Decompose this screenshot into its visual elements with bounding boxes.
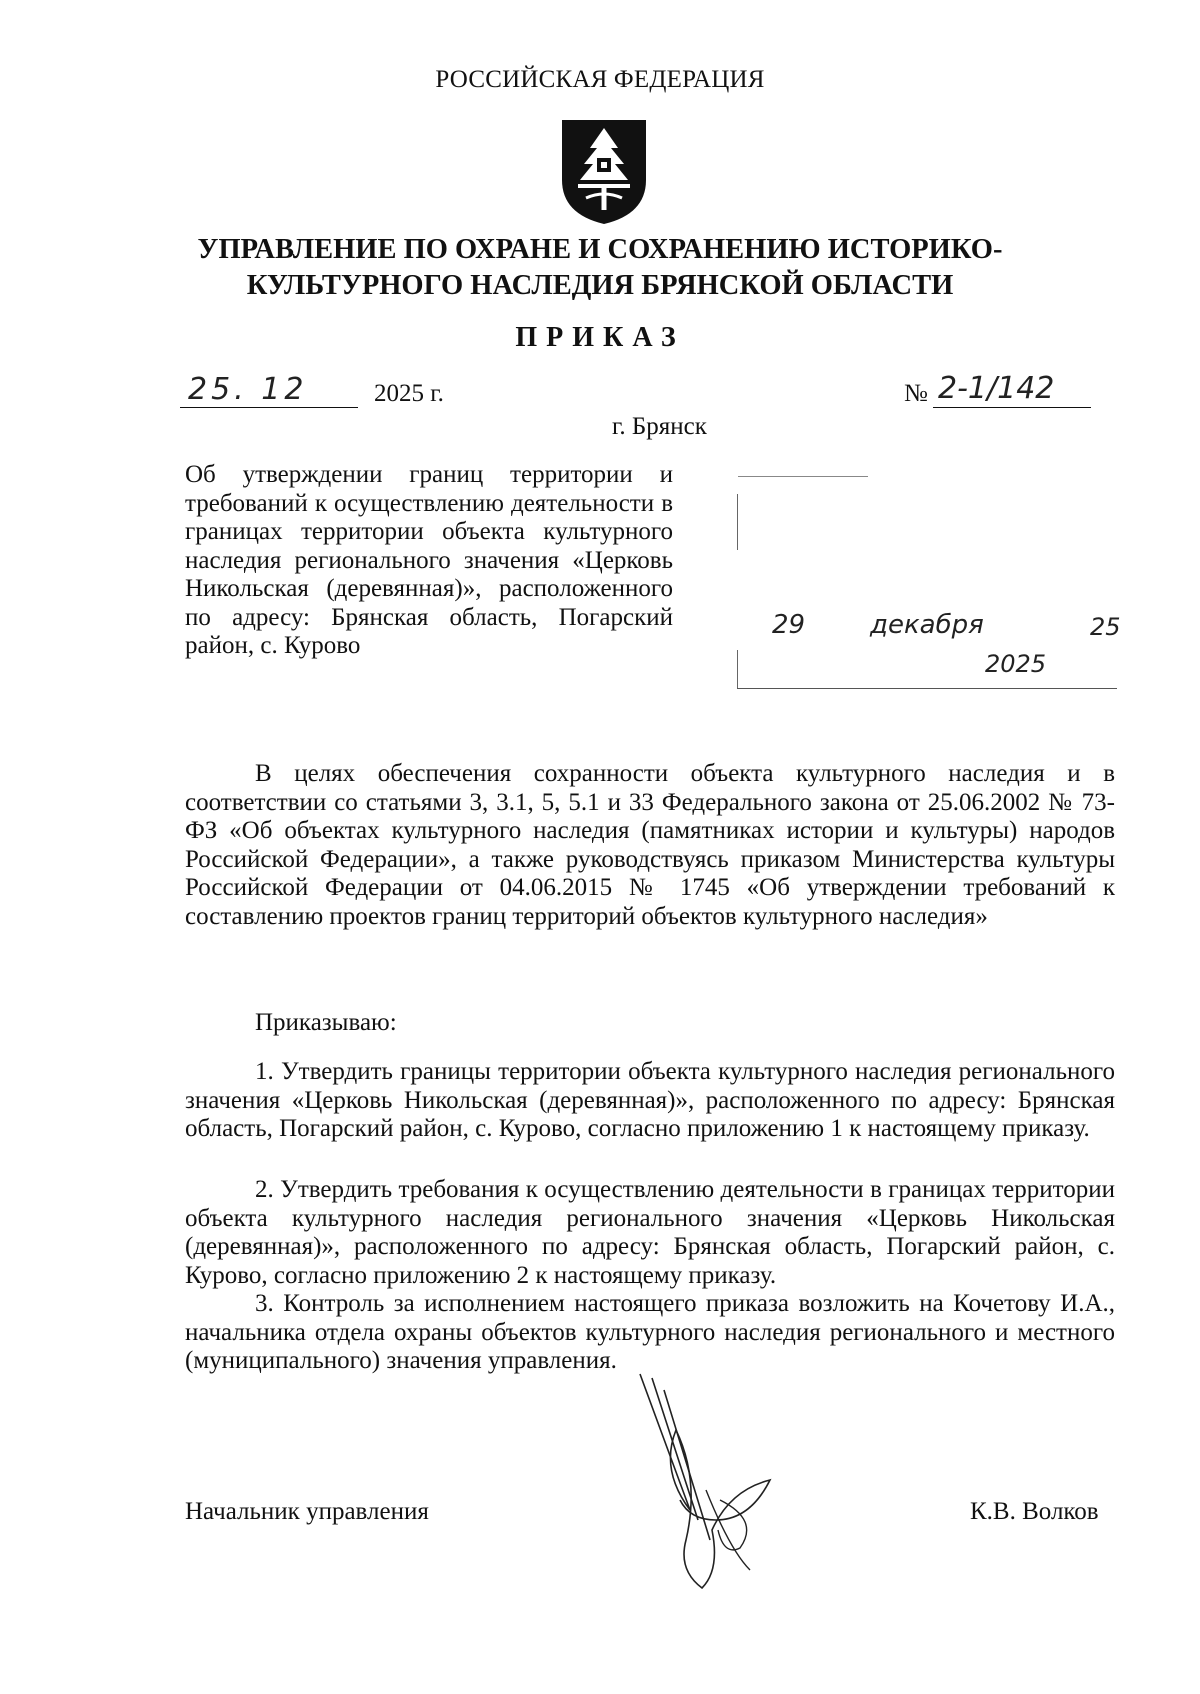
organization-name-line1: УПРАВЛЕНИЕ ПО ОХРАНЕ И СОХРАНЕНИЮ ИСТОРИКО- bbox=[197, 234, 1003, 265]
order-item-1: 1. Утвердить границы территории объекта культурного наследия регионального значения «Церковь Никольская (деревянная)», расположенного по адресу: Брянская область, Погарский район, с. Курово, согласно приложению 1 к настоящему приказу. bbox=[185, 1058, 1115, 1142]
date-year: 2025 г. bbox=[374, 380, 444, 407]
stamp-bottom-line bbox=[737, 688, 1117, 689]
number-label: № bbox=[904, 380, 928, 407]
coat-of-arms-icon bbox=[560, 118, 648, 226]
signatory-position: Начальник управления bbox=[185, 1498, 429, 1525]
city-name: г. Брянск bbox=[612, 413, 707, 440]
handwritten-signature-icon bbox=[620, 1370, 800, 1600]
handwritten-order-number: 2-1/142 bbox=[938, 371, 1055, 406]
stamp-number: 2025 bbox=[985, 650, 1047, 678]
stamp-year: 25 bbox=[1090, 613, 1121, 641]
order-item-3: 3. Контроль за исполнением настоящего приказа возложить на Кочетову И.А., начальника отдела охраны объектов культурного наследия регионального и местного (муниципального) значения управления. bbox=[185, 1290, 1115, 1374]
signatory-name: К.В. Волков bbox=[970, 1498, 1099, 1525]
order-word: Приказываю: bbox=[255, 1009, 397, 1036]
handwritten-date: 25. 12 bbox=[188, 372, 308, 407]
document-type-title: ПРИКАЗ bbox=[515, 322, 685, 353]
stamp-left-line-upper bbox=[737, 494, 738, 550]
stamp-day: 29 bbox=[772, 610, 806, 640]
document-subject: Об утверждении границ территории и требований к осуществлению деятельности в границах территории объекта культурного наследия регионального значения «Церковь Никольская (деревянная)», расположенного по адресу: Брянская область, Погарский район, с. Курово bbox=[185, 461, 673, 659]
order-item-2: 2. Утвердить требования к осуществлению деятельности в границах территории объекта культурного наследия регионального значения «Церковь Никольская (деревянная)», расположенного по адресу: Брянская область, Погарский район, с. Курово, согласно приложению 2 к настоящему приказу. bbox=[185, 1176, 1115, 1289]
stamp-top-line bbox=[738, 476, 868, 477]
organization-name-line2: КУЛЬТУРНОГО НАСЛЕДИЯ БРЯНСКОЙ ОБЛАСТИ bbox=[246, 270, 954, 301]
stamp-left-line-lower bbox=[737, 650, 738, 688]
stamp-month: декабря bbox=[870, 610, 984, 640]
preamble-paragraph: В целях обеспечения сохранности объекта культурного наследия и в соответствии со статьями 3, 3.1, 5, 5.1 и 33 Федерального закона от 25.06.2002 № 73-ФЗ «Об объектах культурного наследия (памятниках истории и культуры) народов Российской Федерации», а также руководствуясь приказом Министерства культуры Российской Федерации от 04.06.2015 № 1745 «Об утверждении требований к составлению проектов границ территорий объектов культурного наследия» bbox=[185, 760, 1115, 930]
organization-name bbox=[0, 232, 1200, 304]
country-name: РОССИЙСКАЯ ФЕДЕРАЦИЯ bbox=[435, 66, 765, 93]
